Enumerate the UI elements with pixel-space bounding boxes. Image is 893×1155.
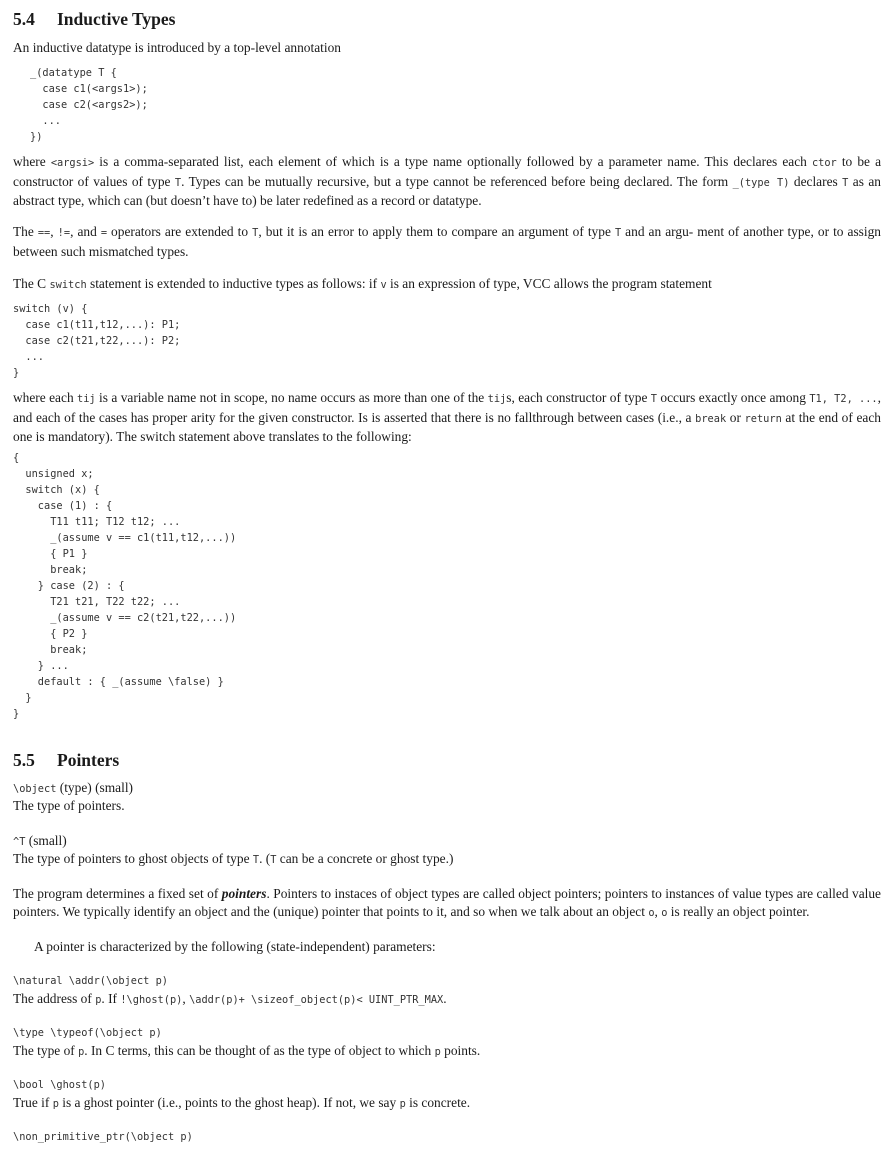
ghost-description: True if p is a ghost pointer (i.e., points to the ghost heap). If not, we say p is concrete. xyxy=(13,1095,471,1110)
tij-paragraph: where each tij is a variable name not in scope, no name occurs as more than one of the tijs, each constructor of type T occurs exactly once among T1, T2, ..., and each of the cases has proper arity for the given constructor. Is is asserted that there is no fallthrough between cases (i.e., a break or return at the end of each one is mandatory). The switch statement above translates to the following: xyxy=(13,390,881,444)
switch-paragraph: The C switch statement is extended to inductive types as follows: if v is an expression of type, VCC allows the program statement xyxy=(13,276,712,291)
object-description: The type of pointers. xyxy=(13,798,125,813)
addr-signature: \natural \addr(\object p) xyxy=(13,975,168,987)
addr-description: The address of p. If !\ghost(p), \addr(p)+ \sizeof_object(p)< UINT_PTR_MAX. xyxy=(13,991,447,1006)
ghost-pointer-type-description: The type of pointers to ghost objects of type T. (T can be a concrete or ghost type.) xyxy=(13,851,454,866)
typeof-signature: \type \typeof(\object p) xyxy=(13,1027,162,1039)
section-heading-inductive-types xyxy=(13,9,175,30)
ghost-pointer-type-signature: ^T (small) xyxy=(13,833,67,848)
section-title: Inductive Types xyxy=(57,9,176,29)
inductive-intro: An inductive datatype is introduced by a top-level annotation xyxy=(13,40,341,55)
non-primitive-ptr-signature: \non_primitive_ptr(\object p) xyxy=(13,1131,193,1143)
section-number: 5.5 xyxy=(13,750,35,770)
pointer-parameters-intro: A pointer is characterized by the following (state-independent) parameters: xyxy=(34,939,436,954)
datatype-declaration-code: _(datatype T { case c1(<args1>); case c2(<args2>); ... }) xyxy=(30,67,148,143)
ghost-signature: \bool \ghost(p) xyxy=(13,1079,106,1091)
pointers-paragraph: The program determines a fixed set of pointers. Pointers to instaces of object types are called object pointers; pointers to instances of value types are called value pointers. We typically identify an object and the (unique) pointer that points to it, and so when we talk about an object o, o is really an object pointer. xyxy=(13,886,881,919)
section-title: Pointers xyxy=(57,750,120,770)
section-heading-pointers xyxy=(13,750,119,771)
section-number: 5.4 xyxy=(13,9,35,29)
typeof-description: The type of p. In C terms, this can be thought of as the type of object to which p points. xyxy=(13,1043,481,1058)
switch-translation-code: { unsigned x; switch (x) { case (1) : { T11 t11; T12 t12; ... _(assume v == c1(t11,t12,...)) { P1 } break; } case (2) : { T21 t21, T22 t22; ... _(assume v == c2(t21,t22,...)) { P2 } break; } ... default : { _(assume \false) } } } xyxy=(13,452,237,720)
switch-statement-code: switch (v) { case c1(t11,t12,...): P1; case c2(t21,t22,...): P2; ... } xyxy=(13,303,181,379)
operators-paragraph: The ==, !=, and = operators are extended to T, but it is an error to apply them to compare an argument of type T and an argu- ment of another type, or to assign between such mismatched types. xyxy=(13,224,881,259)
object-signature: \object (type) (small) xyxy=(13,780,134,795)
args-paragraph: where <argsi> is a comma-separated list, each element of which is a type name optionally followed by a parameter name. This declares each ctor to be a constructor of values of type T. Types can be mutually recursive, but a type cannot be referenced before being declared. The form _(type T) declares T as an abstract type, which can (but doesn’t have to) be later redefined as a record or datatype. xyxy=(13,154,882,208)
